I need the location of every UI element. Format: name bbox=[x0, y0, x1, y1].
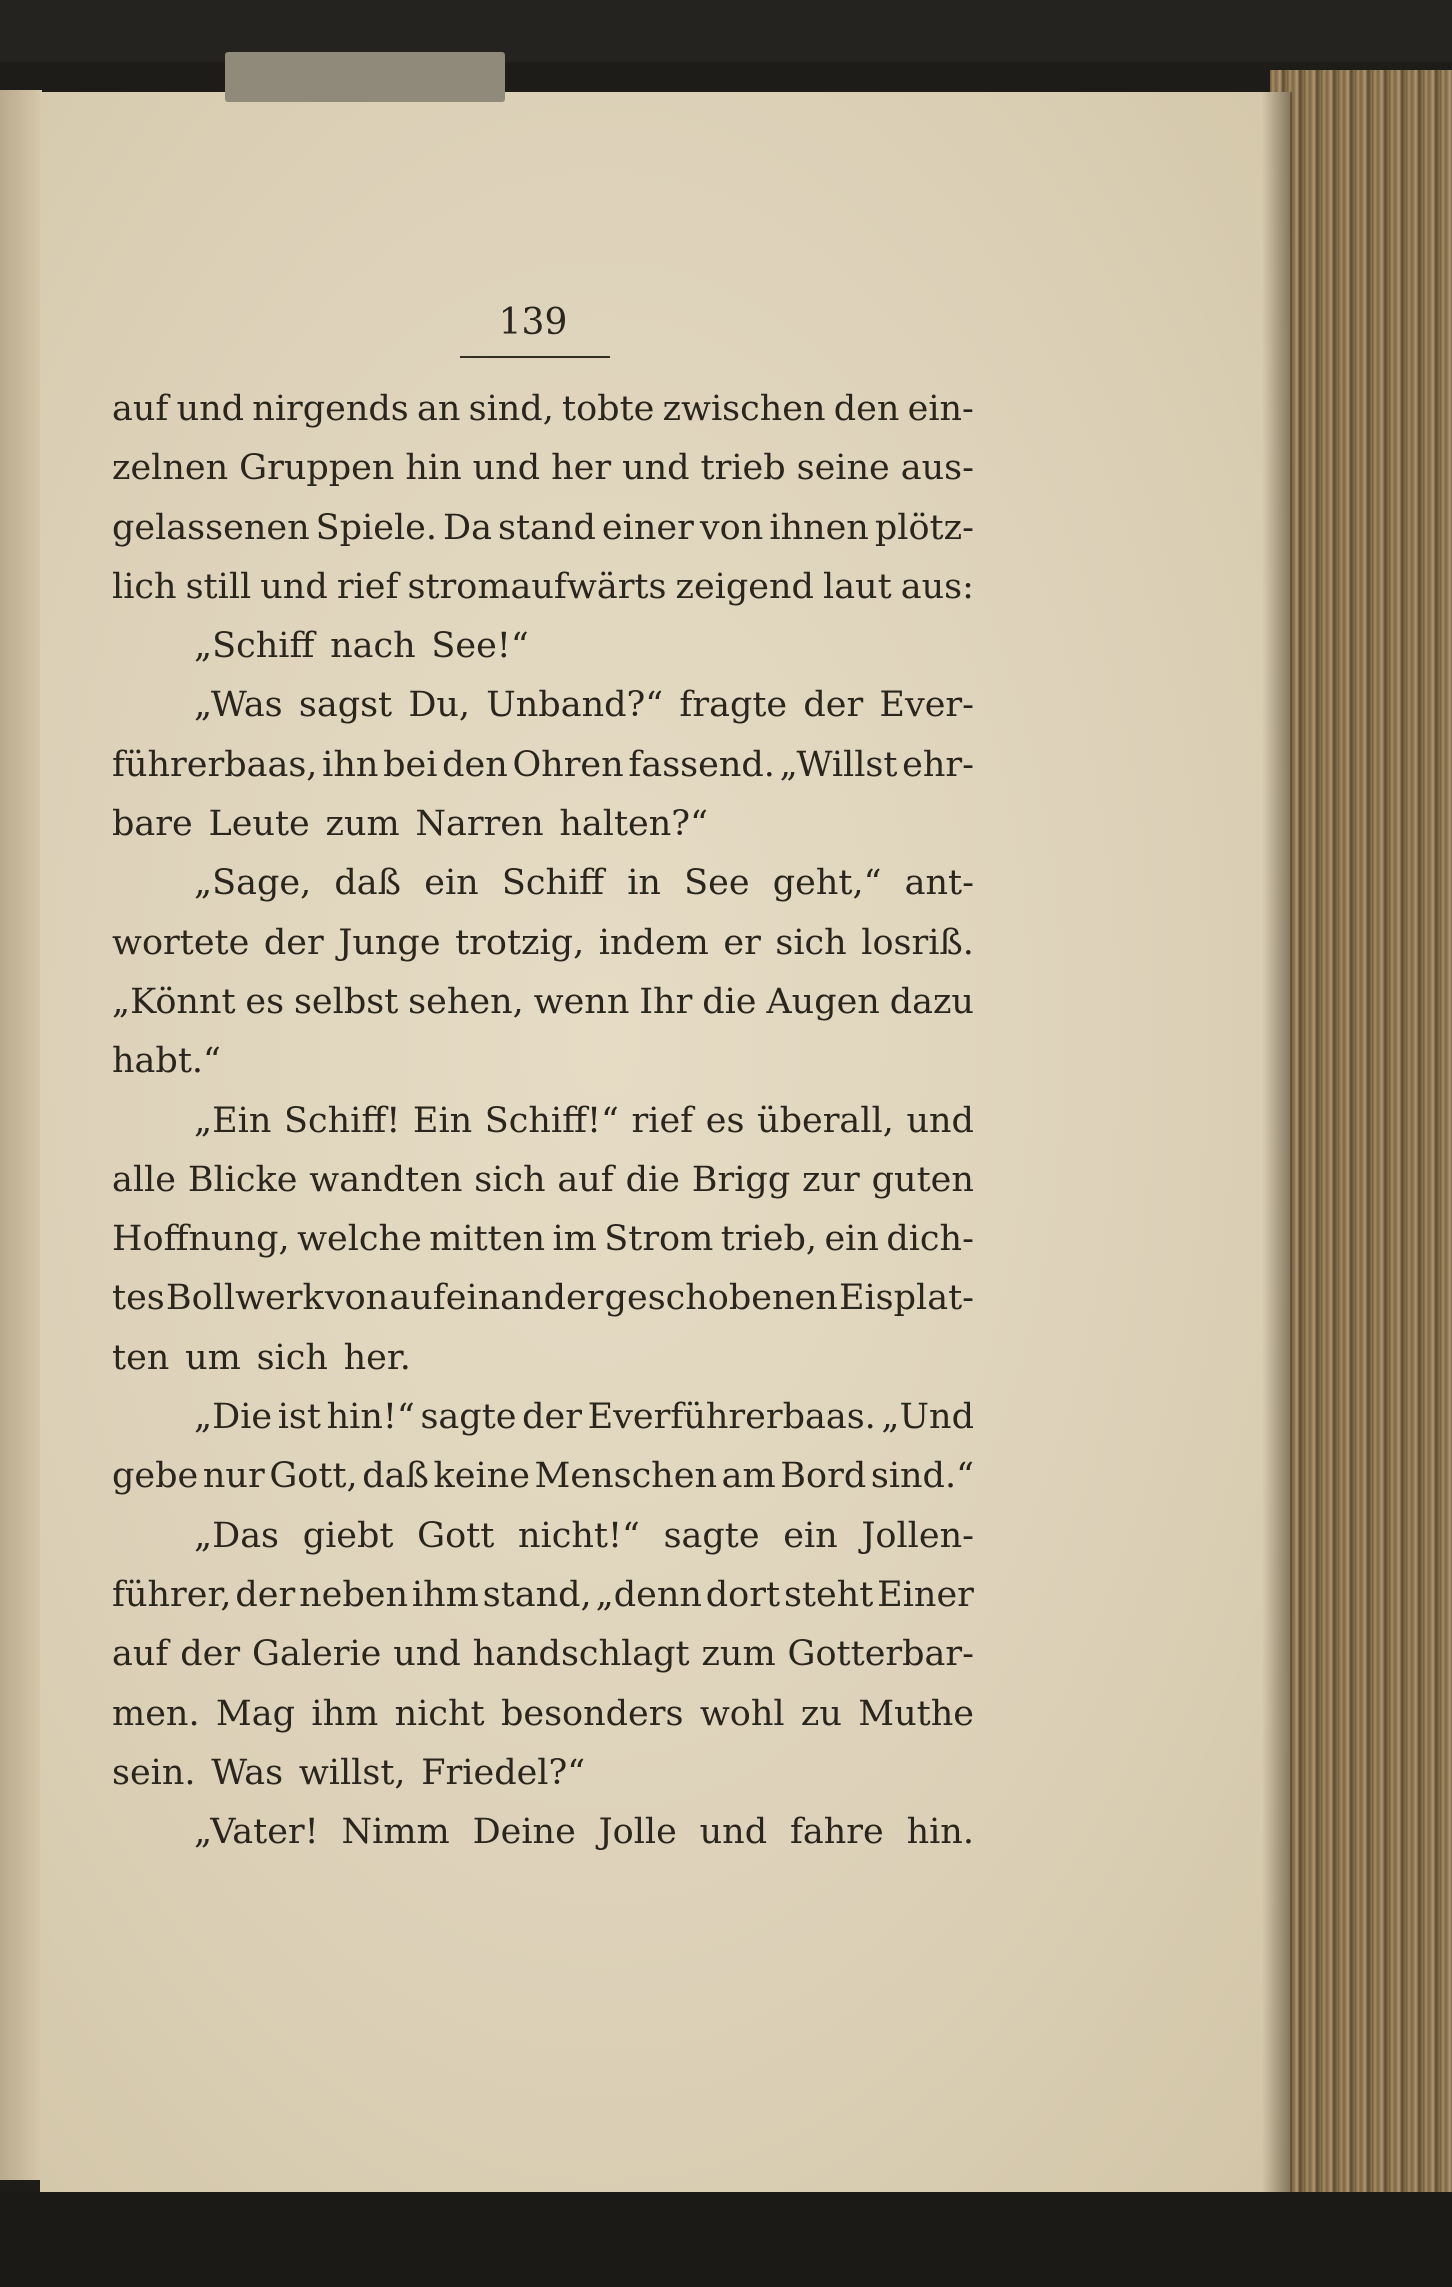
text-line: zelnen Gruppen hin und her und trieb seine aus- bbox=[112, 448, 974, 489]
text-line: tes Bollwerk von aufeinander geschobenen Eisplat- bbox=[112, 1278, 974, 1319]
text-line: Hoffnung, welche mitten im Strom trieb, ein dich- bbox=[112, 1219, 974, 1260]
text-line: alle Blicke wandten sich auf die Brigg zur guten bbox=[112, 1159, 974, 1200]
text-line: „Schiff nach See!“ bbox=[194, 626, 529, 667]
page-number: 139 bbox=[498, 302, 568, 343]
text-line: auf und nirgends an sind, tobte zwischen den ein- bbox=[112, 389, 974, 429]
page-stack-edge bbox=[1270, 70, 1452, 2205]
text-line: gelassenen Spiele. Da stand einer von ihnen plötz- bbox=[112, 507, 974, 548]
text-line: wortete der Junge trotzig, indem er sich losriß. bbox=[112, 922, 974, 963]
text-line: „Sage, daß ein Schiff in See geht,“ ant- bbox=[194, 863, 974, 904]
page-number-rule bbox=[460, 356, 610, 358]
text-line: ten um sich her. bbox=[112, 1337, 411, 1378]
text-line: habt.“ bbox=[112, 1041, 221, 1082]
backdrop-bottom bbox=[0, 2192, 1452, 2287]
text-line: „Das giebt Gott nicht!“ sagte ein Jollen- bbox=[194, 1515, 974, 1556]
text-line: bare Leute zum Narren halten?“ bbox=[112, 804, 708, 845]
facing-page-edge bbox=[0, 90, 42, 2180]
text-line: auf der Galerie und handschlagt zum Gotterbar- bbox=[112, 1634, 974, 1675]
text-line: führer, der neben ihm stand, „denn dort steht Einer bbox=[112, 1574, 974, 1615]
text-line: „Was sagst Du, Unband?“ fragte der Ever- bbox=[194, 685, 974, 726]
text-line: men. Mag ihm nicht besonders wohl zu Muthe bbox=[112, 1693, 974, 1734]
text-line: „Vater! Nimm Deine Jolle und fahre hin. bbox=[194, 1812, 974, 1853]
gutter-shadow bbox=[1262, 92, 1292, 2192]
body-text bbox=[112, 380, 974, 1862]
text-line: lich still und rief stromaufwärts zeigend laut aus: bbox=[112, 566, 974, 607]
text-line: „Ein Schiff! Ein Schiff!“ rief es überall, und bbox=[194, 1100, 974, 1141]
text-line: sein. Was willst, Friedel?“ bbox=[112, 1752, 586, 1793]
text-line: „Die ist hin!“ sagte der Everführerbaas. „Und bbox=[194, 1397, 974, 1438]
backdrop-top bbox=[0, 0, 1452, 62]
text-line: führerbaas, ihn bei den Ohren fassend. „Willst ehr- bbox=[112, 744, 974, 785]
text-line: „Könnt es selbst sehen, wenn Ihr die Augen dazu bbox=[112, 981, 974, 1022]
text-line: gebe nur Gott, daß keine Menschen am Bord sind.“ bbox=[112, 1456, 974, 1497]
binding-tape bbox=[225, 52, 505, 102]
